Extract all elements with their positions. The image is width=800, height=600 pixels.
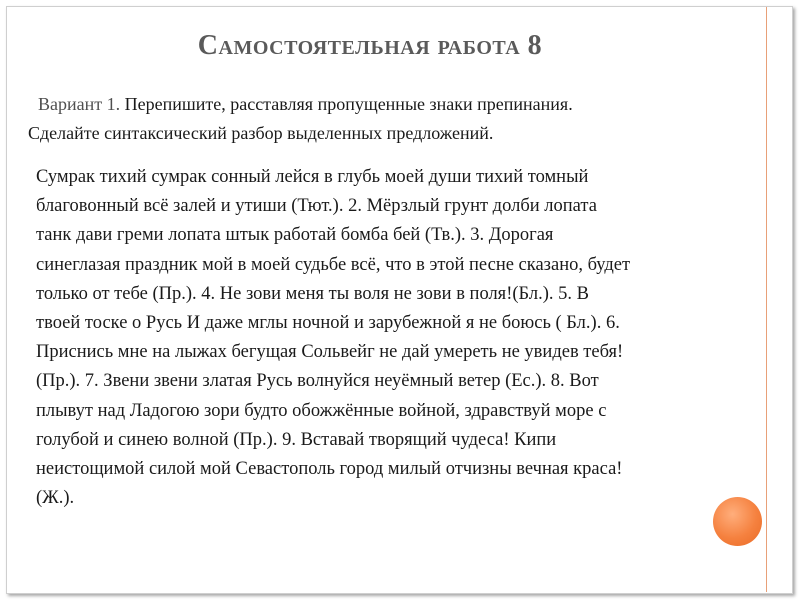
- task-instructions: [28, 90, 728, 148]
- exercise-line: (Ж.).: [36, 488, 75, 509]
- exercise-line: (Пр.). 7. Звени звени златая Русь волнуйся неуёмный ветер (Ес.). 8. Вот: [36, 371, 599, 392]
- exercise-line: благовонный всё залей и утиши (Тют.). 2. Мёрзлый грунт долби лопата: [36, 196, 597, 217]
- instruction-text-2: Сделайте синтаксический разбор выделенных предложений.: [28, 123, 494, 143]
- exercise-line: твоей тоске о Русь И даже мглы ночной и зарубежной я не боюсь ( Бл.). 6.: [36, 313, 620, 334]
- task-line-1: [28, 90, 728, 119]
- accent-divider-line: [766, 7, 767, 592]
- exercise-line: голубой и синею волной (Пр.). 9. Вставай творящий чудеса! Кипи: [36, 429, 557, 450]
- exercise-text: [36, 163, 766, 513]
- orange-circle-decoration: [713, 497, 762, 546]
- exercise-line: Приснись мне на лыжах бегущая Сольвейг не дай умереть не увидев тебя!: [36, 342, 624, 363]
- variant-label: Вариант 1.: [38, 94, 121, 114]
- slide-title: Самостоятельная работа 8: [197, 30, 543, 61]
- exercise-line: танк дави греми лопата штык работай бомба бей (Тв.). 3. Дорогая: [36, 225, 554, 246]
- exercise-line: плывут над Ладогою зори будто обожжённые войной, здравствуй море с: [36, 400, 607, 421]
- instruction-text-1: Перепишите, расставляя пропущенные знаки препинания.: [120, 94, 573, 114]
- exercise-line: неистощимой силой мой Севастополь город милый отчизны вечная краса!: [36, 459, 623, 480]
- exercise-line: Сумрак тихий сумрак сонный лейся в глубь моей души тихий томный: [36, 167, 589, 187]
- exercise-line: только от тебе (Пр.). 4. Не зови меня ты воля не зови в поля!(Бл.). 5. В: [36, 283, 590, 304]
- exercise-line: синеглазая праздник мой в моей судьбе всё, что в этой песне сказано, будет: [36, 254, 631, 275]
